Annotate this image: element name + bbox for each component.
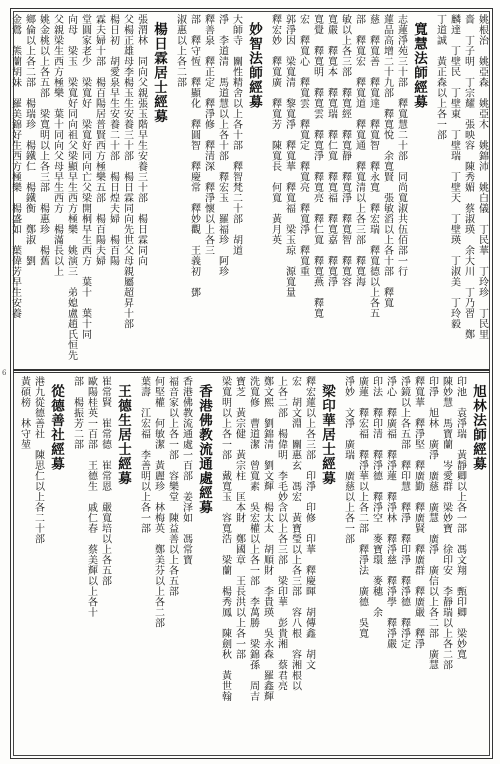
- section-title: 從德善社經募: [48, 384, 64, 471]
- section-title: 香港佛教流通處經募: [196, 384, 212, 515]
- donor-column: 宏 釋寬心 釋寬雲 釋寬定 釋寬亮 釋寬淨 釋寬重: [297, 14, 309, 277]
- donor-column: 洗寬修 曹道潔 曾寬素 吳宏權以上各一部 李萬勝 梁錦孫 周吉: [247, 376, 259, 702]
- donor-column: 宏 胡文淵 關惠玄 馮宏 黃寶瑩以上各三部 容八根 容湘根以: [289, 376, 301, 691]
- donor-column: 部 釋守恆 釋顯化 釋圓智 釋慶常 釋妙觀 王義初 鄧: [188, 14, 200, 298]
- donor-column: 上各二部 楊偉明 李毛妙含以上各三部 梁印華 彭貴湘 蔡君亮: [275, 376, 287, 691]
- donor-column: 姚根治 姚亞森 姚亞木 姚錦沛 姚白儀 丁民華 丁玲珍 丁民里: [476, 14, 488, 340]
- donor-column: 福音家以上各一部 容樂堂 陳益善以上各五部: [166, 376, 178, 597]
- donor-column: 父親梁生西方極樂 葉十同向父母早生西方 楊滿長以上: [51, 14, 63, 277]
- donor-column: 印池 袁淨瑞 黃靜卿以上各一部 馮文翔 甄印卿 梁妙寬: [454, 376, 466, 660]
- donor-column: 淨心 釋廣福 釋淨蓮 釋淨林 釋淨慈 釋淨學 釋淨嚴: [384, 376, 396, 649]
- donor-column: 淑惠以上各二部: [174, 14, 186, 88]
- donor-column: 香港佛教流通處一百部 姜泽如 馮常寶: [180, 376, 192, 565]
- donor-column: 部 釋寬宏 釋寬道 釋寬通 釋寬清以上各三部 釋寬海: [353, 14, 365, 287]
- donor-column: 姚金桃以上各五部 梁寬明以上各三部 楊惠珍 楊舊: [37, 14, 49, 266]
- section-title: 王德生居士經募: [115, 384, 131, 486]
- donor-column: 大師寺 關性精舍以上各十部 釋智梵二十部 胡道: [230, 14, 242, 256]
- donor-column: 印淨 旭林 廣淨 廣慈 廣慧 廣淨 廣信以上各二部 廣慧: [426, 376, 438, 670]
- donor-section-bot-sec3: [136, 374, 217, 754]
- donor-column: 淨妙 文淨 廣瑞 廣慈以上各一部: [342, 376, 354, 544]
- section-title: 旭林法師經募: [470, 384, 486, 471]
- donor-column: 張渭林 同向父親張玉階早生安養三十部 楊日霖同向: [135, 14, 147, 266]
- section-title: 寬慧法師經募: [411, 22, 427, 109]
- donor-column: 志蓮淨苑三十部 釋寬慧二十部 同尚寬淑共伍佰部一行: [395, 14, 407, 277]
- donor-column: 寶芝 黃宗健 黃宗柱 匡本財 鄭國章 王長洪以上各一部: [233, 376, 245, 660]
- donor-section-top-continued: [432, 12, 490, 368]
- donor-column: 部 楊振芳二部: [71, 376, 83, 450]
- donor-column: 印法 釋印清 釋淨德 釋淨空 麥寶環 麥穗 余: [370, 376, 382, 618]
- donor-column: 廣蓮 釋宏福 釋淨華以上各二部 釋淨法 廣德 吳寬: [356, 376, 368, 639]
- donor-section-bot-sec5: [16, 374, 69, 754]
- bottom-band: [13, 374, 490, 754]
- donor-column: 堂圓家老少 梁寬好 梁寬好同向亡父梁開桐早生西方 葉十 葉十同: [79, 14, 91, 340]
- donor-column: 港九從德善社 陳思仁以上各二十部: [32, 376, 44, 544]
- donor-column: 蓮品高增二十九部 釋寬悅 余寬賢 張敏滔以上各十部 釋寬: [381, 14, 393, 308]
- donor-column: 郭淨因 梁寬清 黎寬淨 釋寬華 釋寬福 梁玉琼 源寬量: [283, 14, 295, 298]
- section-title: 楊日霖居士經募: [151, 22, 167, 124]
- donor-column: 釋寬華 釋淨堅 釋廣勤 釋廣賢 釋廣群 釋廣嚴 釋淨: [412, 376, 424, 649]
- donor-column: 崔常賢 崔常德 崔常恩 嚴寬培以上各五部: [99, 376, 111, 586]
- donor-column: 麟達 丁壁民 丁壁東 丁壁瑞 丁壁天 丁壁瑛 丁淑美 丁玲毅: [448, 14, 460, 329]
- donor-column: 丁道誠 黃正森以上各一部: [434, 14, 446, 140]
- page-number: 6: [2, 369, 7, 377]
- donor-column: 嗇 丁子明 丁宗耀 張映容 陳秀媚 蔡淑瑛 余大川 丁乃習 鄭: [462, 14, 474, 340]
- donor-column: 寬覺 釋寬明 釋寬雲 釋寬淨 釋寬亮 釋仁寬 釋寬燕 釋寬: [311, 14, 323, 319]
- donor-column: 釋善泉 釋正定 釋淨修 釋清深 釋淨懷以上各三: [202, 14, 214, 256]
- donor-column: 鄭文熙 劉錦清 劉文輝 楊太太 胡順財 李貴瑛 吳永森 羅鑫輝: [261, 376, 273, 702]
- donor-column: 寬嚴 釋寬本 釋寬瑞 釋仁寬 釋寬福 釋寬嘉 釋寬淨: [325, 14, 337, 287]
- donor-section-bot-sec2: [217, 374, 340, 754]
- section-title: 梁印華居士經募: [319, 384, 335, 486]
- donor-column: 梁寬明以上各一部 戴寬玉 容寬浩 梁蘭 楊秀鳳 陳劍秋 黃世翰: [219, 376, 231, 702]
- donor-column: 父楊正雄母李楊玉生安養三十部 楊日霖同向先世父母親屬超昇十部: [121, 14, 133, 329]
- donor-column: 淨 李道清 馬道慧以上各十部 釋宏玉 羅福珍 阿珍: [216, 14, 228, 277]
- donor-section-bot-sec4: [69, 374, 136, 754]
- donor-column: 楊日初 胡愛泉早生安養二十部 楊日煌夫婦 楊百陽: [107, 14, 119, 266]
- donor-column: 陳妙慧 馬寶蘭 岑愛群 梁妙寶 徐印安 李靜瑞以上各二部: [440, 376, 452, 670]
- donor-column: 葉壽 江宏福 李善明以上各一部: [138, 376, 150, 534]
- section-divider: [13, 369, 490, 371]
- donor-column: 向母 梁玉 梁寬好同向祖父梁顯早生西方極樂 姚演三 弟媳盧趙氏恒先: [65, 14, 77, 361]
- donor-column: 釋宏妙 釋寬廣 釋寬芳 陳寬長 何寬 黃月英: [269, 14, 281, 245]
- donor-column: 何堅權 何敏潔 黃麗珍 林梅英 鄭美芬以上各二部: [152, 376, 164, 628]
- donor-column: 慈 釋寬善 釋寬達 釋寬智 釋永寬 釋宏瑞 釋寬德以上各五: [367, 14, 379, 319]
- section-title: 妙智法師經募: [246, 22, 262, 109]
- donor-section-top-sec3: [7, 12, 172, 368]
- section-divider-inner: [13, 372, 490, 373]
- donor-section-bot-sec1: [340, 374, 490, 754]
- donor-column: 歐陽桂英一百部 王德生 戚仁春 蔡美輝以上各十: [85, 376, 97, 618]
- donor-section-top-sec2: [172, 12, 267, 368]
- donor-column: 黃碩榜 林守堃: [18, 376, 30, 450]
- donor-column: 釋宏蓮以上各三部 印淨 印修 印華 釋慶暉 胡傳鑫 胡文: [303, 376, 315, 670]
- donor-column: 金鶯 熊蘭胡妹 羅美錦好生西方極樂 楊盛如 葉偉芳早生安養: [9, 14, 21, 319]
- donor-column: 敏以上各三部 釋寬經 釋寬靜 釋寬淨 釋寬智 釋寬容: [339, 14, 351, 287]
- donor-section-top-sec1: [267, 12, 432, 368]
- top-band: [9, 12, 490, 368]
- donor-column: 鄉倫以上各二部 楊瑞珍 楊鐵仁 楊鐵衡 鄭淑 劉: [23, 14, 35, 266]
- donor-column: 霖夫婦十部 楊百陽居普賢西方極樂五部 楊百陽夫婦: [93, 14, 105, 266]
- donor-column: 淨鏡以上各五部 釋印慧 釋淨 釋印淨 釋淨德 釋淨定: [398, 376, 410, 649]
